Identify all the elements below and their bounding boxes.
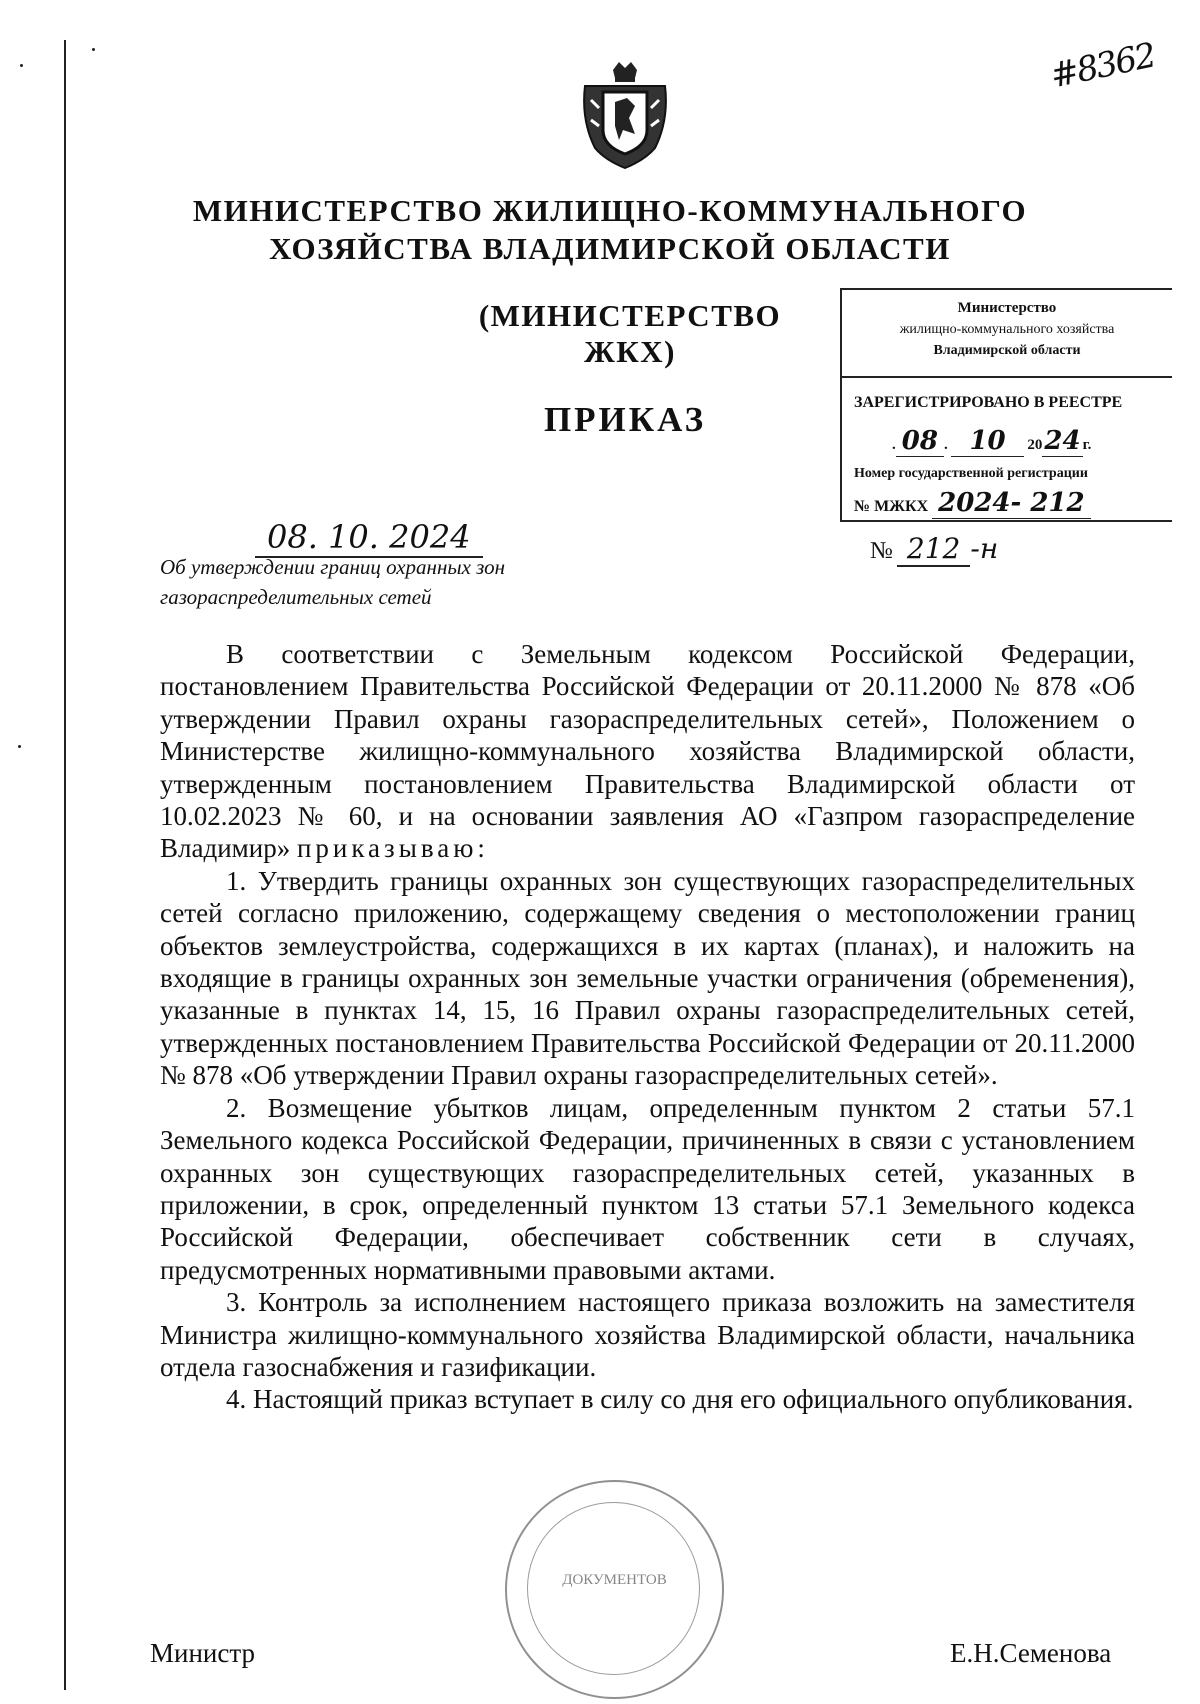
registered-label: ЗАРЕГИСТРИРОВАНО В РЕЕСТРЕ <box>854 394 1123 411</box>
scan-speck <box>18 745 21 748</box>
registration-number <box>854 488 1091 519</box>
registration-number-value: 2024- 212 <box>932 488 1090 519</box>
order-number-suffix: -н <box>970 532 999 565</box>
vladimir-coat-of-arms-icon <box>575 60 675 172</box>
registration-year-suffix: 24 <box>1044 426 1081 456</box>
ministry-title-line1: МИНИСТЕРСТВО ЖИЛИЩНО-КОММУНАЛЬНОГО <box>192 193 1028 228</box>
scan-speck <box>20 64 23 67</box>
subject-line2: газораспределительных сетей <box>160 585 432 609</box>
order-date: 08. 10. 2024 <box>255 518 483 558</box>
preamble-text: В соответствии с Земельным кодексом Российской Федерации, постановлением Правительства Российской Федерации от 20.11.2000 № 878 «Об утверждении Правил охраны газораспределительных сетей», Положением о Министерстве жилищно-коммунального хозяйства Владимирской области, утвержденным постановлением Правительства Владимирской области от 10.02.2023 № 60, и на основании заявления АО «Газпром газораспределение Владимир» <box>160 639 1135 864</box>
order-word: приказываю: <box>296 833 489 864</box>
order-item-3: 3. Контроль за исполнением настоящего приказа возложить на заместителя Министра жилищно-коммунального хозяйства Владимирской области, начальника отдела газоснабжения и газификации. <box>160 1287 1135 1382</box>
registration-stamp <box>840 288 1172 522</box>
left-margin-line <box>64 40 66 1690</box>
round-seal-icon <box>505 1480 724 1699</box>
registration-number-label: Номер государственной регистрации <box>854 466 1088 481</box>
order-number-prefix: № <box>870 538 893 564</box>
registration-year-unit: г. <box>1082 437 1092 453</box>
order-body <box>160 638 1135 1416</box>
handwritten-corner-mark: #8362 <box>1046 35 1159 97</box>
ministry-title-line2: ХОЗЯЙСТВА ВЛАДИМИРСКОЙ ОБЛАСТИ <box>269 231 951 266</box>
registration-date: . 08 . 10 2024 г. <box>892 426 1092 456</box>
registration-stamp-header <box>842 298 1172 361</box>
registration-day: 08 <box>896 426 944 457</box>
preamble-paragraph <box>160 638 1135 865</box>
signer-role: Министр <box>150 1638 255 1668</box>
scan-speck <box>92 48 95 51</box>
stamp-header-line1: Министерство <box>957 300 1057 316</box>
ministry-short-name: (МИНИСТЕРСТВО ЖКХ) <box>478 298 782 369</box>
ministry-title <box>170 192 1050 268</box>
stamp-header-line3: Владимирской области <box>933 343 1081 358</box>
stamp-divider <box>842 376 1172 378</box>
order-number <box>870 532 998 567</box>
order-subject <box>160 552 600 612</box>
subject-line1: Об утверждении границ охранных зон <box>160 555 506 579</box>
registration-year-prefix: 20 <box>1027 437 1043 453</box>
order-item-1: 1. Утвердить границы охранных зон существующих газораспределительных сетей согласно приложению, содержащему сведения о местоположении границ объектов землеустройства, содержащихся в их картах (планах), и наложить на входящие в границы охранных зон земельные участки ограничения (обременения), указанные в пунктах 14, 15, 16 Правил охраны газораспределительных сетей, утвержденных постановлением Правительства Российской Федерации от 20.11.2000 № 878 «Об утверждении Правил охраны газораспределительных сетей». <box>160 865 1135 1091</box>
document-type-title: ПРИКАЗ <box>543 400 707 439</box>
signer-name: Е.Н.Семенова <box>950 1638 1112 1668</box>
registration-number-prefix: № МЖКХ <box>854 498 929 515</box>
order-number-value: 212 <box>897 532 970 567</box>
stamp-header-line2: жилищно-коммунального хозяйства <box>899 322 1115 337</box>
order-item-4: 4. Настоящий приказ вступает в силу со дня его официального опубликования. <box>226 1384 1134 1415</box>
seal-center-text: ДОКУМЕНТОВ <box>562 1572 667 1588</box>
order-item-2: 2. Возмещение убытков лицам, определенным пунктом 2 статьи 57.1 Земельного кодекса Российской Федерации, причиненных в связи с установлением охранных зон существующих газораспределительных сетей, указанных в приложении, в срок, определенный пунктом 13 статьи 57.1 Земельного кодекса Российской Федерации, обеспечивает собственник сети в случаях, предусмотренных нормативными правовыми актами. <box>160 1092 1135 1285</box>
registration-month: 10 <box>951 426 1023 457</box>
